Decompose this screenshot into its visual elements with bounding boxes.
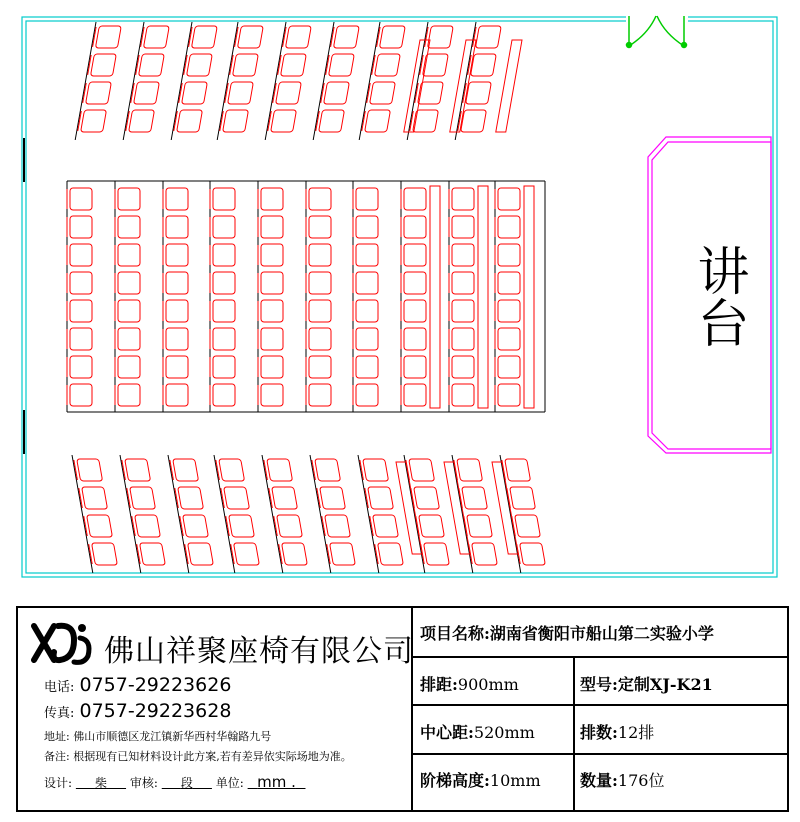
remark: 备注: 根据现有已知材料设计此方案,若有差异依实际场地为准。	[44, 750, 352, 763]
quantity-label: 数量:	[580, 771, 618, 790]
seat	[356, 188, 378, 210]
seat	[404, 328, 426, 350]
seat	[173, 459, 199, 481]
seat	[261, 328, 283, 350]
seat	[419, 515, 445, 537]
project-name-value: 湖南省衡阳市船山第二实验小学	[489, 624, 714, 643]
seat	[261, 188, 283, 210]
seat-row	[163, 181, 188, 412]
seat	[282, 543, 308, 565]
seat	[70, 188, 92, 210]
seat	[319, 110, 345, 132]
seat	[191, 26, 217, 48]
seat	[424, 543, 450, 565]
seat	[134, 82, 160, 104]
row-pitch-value: 900mm	[457, 675, 519, 694]
seat-row	[265, 22, 312, 140]
row-count-row	[580, 720, 654, 743]
seat	[404, 244, 426, 266]
seat	[135, 515, 161, 537]
seat	[166, 300, 188, 322]
seat	[498, 216, 520, 238]
seat	[356, 328, 378, 350]
seat	[315, 459, 341, 481]
seat	[213, 328, 235, 350]
seat-row	[452, 455, 499, 573]
seat-row	[306, 181, 331, 412]
phone-value: 0757-29223626	[79, 674, 232, 696]
seat	[498, 188, 520, 210]
seat	[325, 515, 351, 537]
seat	[143, 26, 169, 48]
seat	[166, 188, 188, 210]
seat	[213, 384, 235, 406]
step-height-row	[420, 768, 541, 791]
seat	[166, 272, 188, 294]
seat	[328, 54, 354, 76]
seat-row	[171, 22, 218, 140]
seat	[510, 487, 536, 509]
seat	[452, 272, 474, 294]
seat	[498, 328, 520, 350]
seat	[118, 384, 140, 406]
seat	[178, 487, 204, 509]
seat	[505, 459, 531, 481]
seat	[320, 487, 346, 509]
seat	[452, 356, 474, 378]
seat	[309, 356, 331, 378]
seat	[356, 244, 378, 266]
seat-row	[115, 181, 140, 412]
seat-row	[496, 40, 522, 132]
seat	[213, 356, 235, 378]
seat	[77, 459, 103, 481]
seat-row	[313, 22, 360, 140]
seat	[118, 356, 140, 378]
seat	[309, 244, 331, 266]
seat	[213, 188, 235, 210]
seat	[70, 328, 92, 350]
phone-row	[44, 674, 231, 696]
seat	[368, 487, 394, 509]
seat	[457, 459, 483, 481]
company-name: 佛山祥聚座椅有限公司	[104, 634, 414, 669]
seat	[280, 54, 306, 76]
seat	[452, 188, 474, 210]
seat	[166, 216, 188, 238]
room-walls	[22, 17, 777, 577]
seat	[213, 216, 235, 238]
design-value: 柴	[94, 776, 107, 790]
seat	[498, 300, 520, 322]
seat	[515, 515, 541, 537]
seat	[404, 216, 426, 238]
fax-value: 0757-29223628	[79, 700, 232, 722]
seat-row	[495, 181, 534, 412]
seat-row	[168, 455, 215, 573]
seat	[271, 110, 297, 132]
seat	[232, 54, 258, 76]
seat	[309, 384, 331, 406]
unit-label: 单位:	[215, 776, 244, 790]
seat	[95, 26, 121, 48]
seat	[466, 82, 492, 104]
seat	[404, 356, 426, 378]
seat	[309, 188, 331, 210]
seat	[229, 515, 255, 537]
seat	[182, 82, 208, 104]
seat	[374, 54, 400, 76]
seat	[237, 26, 263, 48]
center-distance-row	[420, 720, 535, 743]
seat	[213, 272, 235, 294]
seat	[470, 54, 496, 76]
seat	[452, 300, 474, 322]
seat	[277, 515, 303, 537]
model-label: 型号:	[580, 675, 618, 694]
seat	[272, 487, 298, 509]
seat	[330, 543, 356, 565]
seat	[309, 216, 331, 238]
seat	[356, 300, 378, 322]
seat	[129, 110, 155, 132]
seat	[475, 26, 501, 48]
seat-row	[120, 455, 167, 573]
row-pitch-row	[420, 672, 519, 695]
row-count-value: 12排	[617, 723, 655, 742]
design-label: 设计:	[44, 776, 73, 790]
seat	[498, 356, 520, 378]
seat	[224, 487, 250, 509]
seat	[125, 459, 151, 481]
stage-label: 讲台	[688, 244, 748, 348]
seat	[82, 487, 108, 509]
seat	[166, 356, 188, 378]
seat	[422, 54, 448, 76]
seat	[356, 356, 378, 378]
seat	[166, 384, 188, 406]
seat	[309, 328, 331, 350]
seat	[267, 459, 293, 481]
seat-row	[123, 22, 170, 140]
address: 地址: 佛山市顺德区龙江镇新华西村华翰路九号	[44, 730, 272, 743]
seat	[86, 82, 112, 104]
seat	[87, 515, 113, 537]
seat	[452, 328, 474, 350]
seat	[379, 26, 405, 48]
seat	[118, 216, 140, 238]
seat	[404, 384, 426, 406]
seat	[70, 384, 92, 406]
phone-label: 电话:	[44, 680, 75, 695]
seat	[213, 300, 235, 322]
row-pitch-label: 排距:	[420, 675, 458, 694]
seat	[414, 487, 440, 509]
seat	[213, 244, 235, 266]
seat	[81, 110, 107, 132]
seat	[261, 216, 283, 238]
project-name-label: 项目名称:	[420, 624, 490, 643]
seat	[261, 300, 283, 322]
seat-row	[67, 181, 92, 412]
seat	[70, 244, 92, 266]
seat-row	[407, 22, 454, 140]
seat	[130, 487, 156, 509]
seat	[461, 110, 487, 132]
step-height-label: 阶梯高度:	[420, 771, 490, 790]
seat-row	[210, 181, 235, 412]
seat	[452, 244, 474, 266]
seat	[404, 300, 426, 322]
seat	[404, 272, 426, 294]
seat	[261, 384, 283, 406]
seat	[261, 272, 283, 294]
seat	[356, 216, 378, 238]
seat	[166, 244, 188, 266]
seat	[219, 459, 245, 481]
model-row	[580, 672, 713, 695]
seat	[363, 459, 389, 481]
seat	[370, 82, 396, 104]
seat	[309, 300, 331, 322]
seat-row	[404, 455, 451, 573]
seat	[472, 543, 498, 565]
seat	[138, 54, 164, 76]
title-block	[16, 606, 789, 812]
row-count-label: 排数:	[580, 723, 618, 742]
seat-row	[217, 22, 264, 140]
seat	[378, 543, 404, 565]
seat	[285, 26, 311, 48]
seat	[418, 82, 444, 104]
seat	[404, 188, 426, 210]
seat	[228, 82, 254, 104]
seat	[467, 515, 493, 537]
seat	[261, 244, 283, 266]
seat-blocks	[67, 22, 547, 573]
seat	[356, 272, 378, 294]
seat	[140, 543, 166, 565]
seat	[498, 244, 520, 266]
seat-row	[359, 22, 406, 140]
center-distance-label: 中心距:	[420, 723, 474, 742]
seat	[177, 110, 203, 132]
seat	[373, 515, 399, 537]
seat-row	[258, 181, 283, 412]
signature-row	[44, 773, 305, 791]
seat	[462, 487, 488, 509]
seat	[118, 300, 140, 322]
seat	[186, 54, 212, 76]
seat	[70, 272, 92, 294]
fax-label: 传真:	[44, 706, 75, 721]
seat	[356, 384, 378, 406]
model-value: 定制XJ-K21	[617, 675, 713, 694]
seat	[90, 54, 116, 76]
seat	[452, 384, 474, 406]
seat	[261, 356, 283, 378]
seat	[452, 216, 474, 238]
seat	[234, 543, 260, 565]
seat	[70, 356, 92, 378]
seat	[118, 188, 140, 210]
seat	[365, 110, 391, 132]
unit-value: mm .	[257, 773, 296, 791]
fax-row	[44, 700, 231, 722]
seat-row	[72, 455, 119, 573]
quantity-row	[580, 768, 664, 791]
review-value: 段	[180, 776, 193, 790]
seat-row	[401, 181, 440, 412]
seat	[309, 272, 331, 294]
seat-row	[310, 455, 357, 573]
seat	[118, 272, 140, 294]
center-distance-value: 520mm	[473, 723, 535, 742]
seat	[324, 82, 350, 104]
seat-row	[500, 455, 547, 573]
seat	[70, 216, 92, 238]
seat-row	[449, 181, 488, 412]
seat	[333, 26, 359, 48]
seat-row	[214, 455, 261, 573]
seat-row	[262, 455, 309, 573]
seat	[118, 244, 140, 266]
seat	[413, 110, 439, 132]
seat-row	[75, 22, 122, 140]
seat	[183, 515, 209, 537]
review-label: 审核:	[129, 776, 158, 790]
seat	[223, 110, 249, 132]
seat	[427, 26, 453, 48]
seat	[92, 543, 118, 565]
seat	[118, 328, 140, 350]
door-icon	[626, 14, 688, 48]
seat-row	[455, 22, 502, 140]
seat	[188, 543, 214, 565]
seat	[520, 543, 546, 565]
seat	[498, 384, 520, 406]
seat	[409, 459, 435, 481]
project-name-row	[420, 621, 714, 644]
seat-row	[353, 181, 378, 412]
company-logo	[30, 618, 100, 668]
step-height-value: 10mm	[489, 771, 541, 790]
seat	[276, 82, 302, 104]
seat	[498, 272, 520, 294]
seat	[166, 328, 188, 350]
seat	[70, 300, 92, 322]
quantity-value: 176位	[617, 771, 665, 790]
